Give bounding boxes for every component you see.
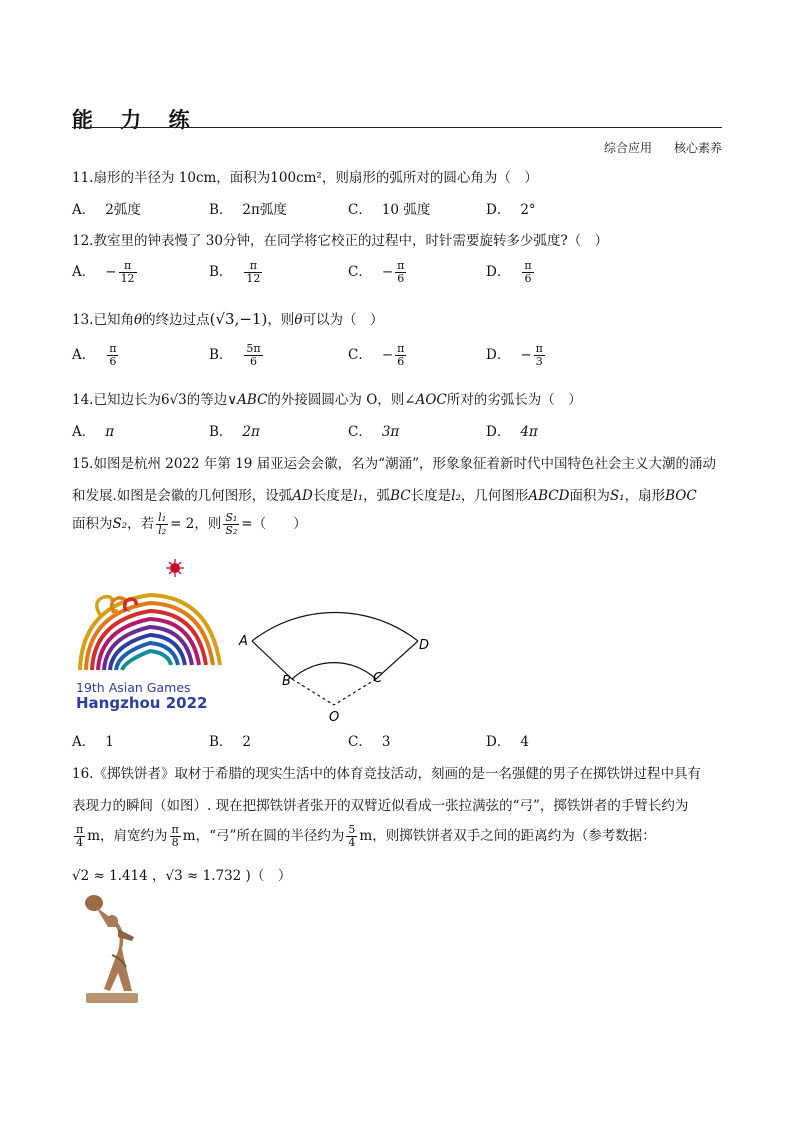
q14-option-d[interactable]: D． 4π [486,424,538,440]
tag-core-literacy: 核心素养 [673,141,722,155]
discus-thrower-image [82,893,142,1005]
q12-option-c[interactable]: C． − $\frac{\pi}{6}$ [348,259,405,285]
q16-line1: 16.《掷铁饼者》取材于希腊的现实生活中的体育竞技活动，刻画的是一名强健的男子在掷铁饼过程中具有 [72,766,701,782]
q12-option-a[interactable]: A． − $\frac{\pi}{12}$ [72,259,135,285]
q15-line3: 面积为S₂，若 $\frac{\text{l₁}}{\text{l₂}}$ = 2，则 $\frac{\text{S₁}}{\text{S₂}}$ =（ ） [72,511,307,537]
q15-option-b[interactable]: B． 2 [209,734,252,750]
q11-option-a[interactable]: A． 2弧度 [72,202,141,218]
point-a-label: A [239,634,248,649]
q15-option-a[interactable]: A． 1 [72,734,114,750]
sector-diagram [230,575,440,725]
q11-option-c[interactable]: C． 10 弧度 [348,202,431,218]
q13-option-c[interactable]: C． − $\frac{\pi}{6}$ [348,342,405,368]
segment-dc [376,641,418,679]
q12-option-b[interactable]: B． $\frac{\pi}{12}$ [209,259,261,285]
q13-option-b[interactable]: B． $\frac{5\pi}{6}$ [209,342,261,368]
section-title: 能 力 练 [72,108,200,132]
q12-option-d[interactable]: D． $\frac{\pi}{6}$ [486,259,532,285]
q14-stem: 14.已知边长为6√3的等边∨ABC的外接圆圆心为 O，则∠AOC所对的劣弧长为（ ） [72,392,582,408]
q15-option-c[interactable]: C． 3 [348,734,391,750]
q11-option-d[interactable]: D． 2° [486,202,536,218]
logo-line2: Hangzhou 2022 [76,694,208,712]
section-divider [72,127,722,128]
q11-option-b[interactable]: B． 2π弧度 [209,202,287,218]
q14-options [72,420,632,440]
sun-emblem-icon [166,559,184,577]
q11-stem: 11.扇形的半径为 10cm，面积为100cm²，则扇形的弧所对的圆心角为（ ） [72,170,538,186]
q16-line4: √2 ≈ 1.414 ，√3 ≈ 1.732 )（ ） [72,868,292,884]
radius-ob [292,679,334,705]
point-b-label: B [282,674,291,689]
q16-line3: $\frac{\pi}{4}$ m，肩宽约为 $\frac{\pi}{8}$ m，“弓”所在圆的半径约为 $\frac{5}{4}$ m，则掷铁饼者双手之间的距离约为（参考数据： [76,823,656,849]
arc-bc [292,663,376,679]
q16-line2: 表现力的瞬间（如图）. 现在把掷铁饼者张开的双臂近似看成一张拉满弦的“弓”，掷铁饼者的手臂长约为 [72,798,689,814]
radius-oc [334,679,376,705]
logo-line1: 19th Asian Games [76,680,191,695]
q15-line1: 15.如图是杭州 2022 年第 19 届亚运会会徽，名为“潮涌”，形象象征着新时代中国特色社会主义大潮的涌动 [72,456,716,472]
q14-option-b[interactable]: B． 2π [209,424,260,440]
point-o-label: O [329,710,340,725]
q12-options [72,260,632,290]
q13-stem: 13.已知角θ的终边过点(√3,−1)，则θ可以为（ ） [72,310,384,328]
q14-option-a[interactable]: A． π [72,424,115,440]
tag-comprehensive: 综合应用 [603,141,652,155]
q15-options [72,730,632,750]
arc-ad [252,612,418,641]
q13-options [72,343,632,373]
point-d-label: D [419,638,430,653]
q15-option-d[interactable]: D． 4 [486,734,529,750]
q11-options [72,198,632,218]
q12-stem: 12.教室里的钟表慢了 30分钟，在同学将它校正的过程中，时针需要旋转多少弧度?（ ） [72,233,609,249]
section-tags [604,139,722,156]
q15-line2: 和发展.如图是会徽的几何图形，设弧AD长度是l₁，弧BC长度是l₂，几何图形ABCD面积为S₁，扇形BOC [72,488,697,504]
q13-option-a[interactable]: A． $\frac{\pi}{6}$ [72,342,117,368]
asian-games-logo [70,555,230,715]
point-c-label: C [373,671,383,686]
q14-option-c[interactable]: C． 3π [348,424,400,440]
wave-arcs-icon [80,595,220,670]
q13-option-d[interactable]: D． − $\frac{\pi}{3}$ [486,342,543,368]
